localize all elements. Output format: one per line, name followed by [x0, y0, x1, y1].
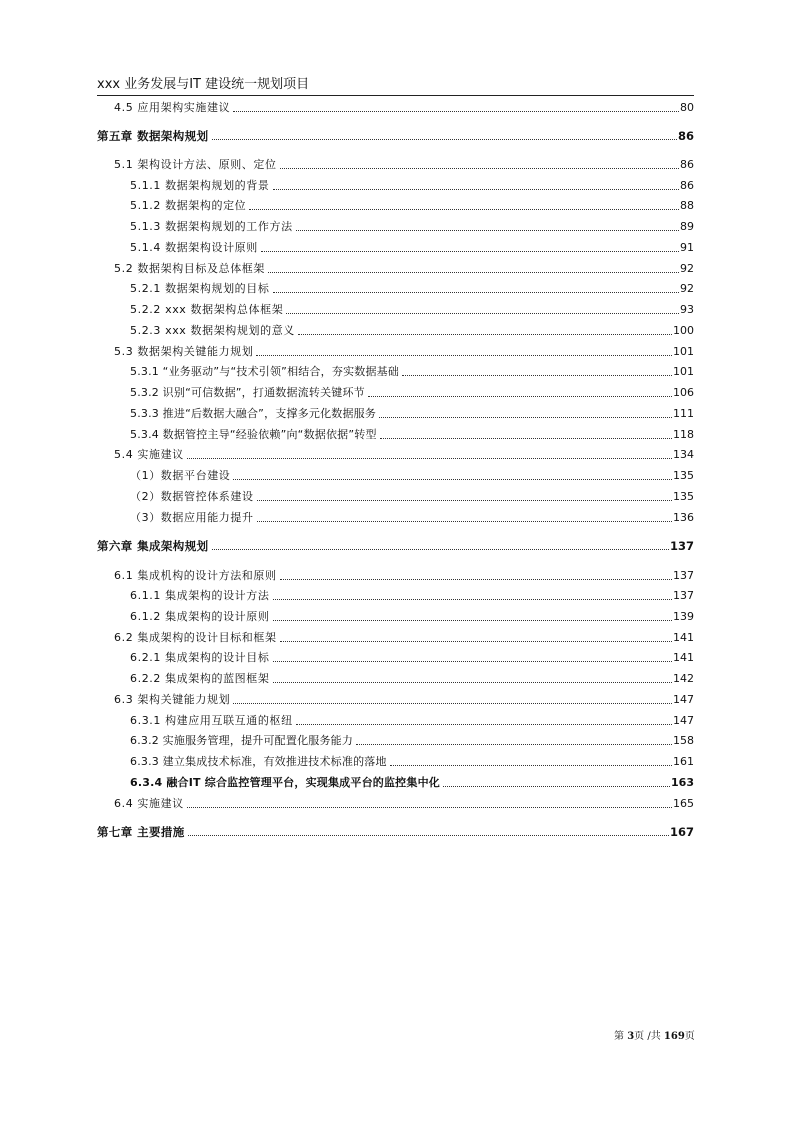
toc-entry-5-3-1[interactable]: 5.3.1 “业务驱动”与“技术引领”相结合，夯实数据基础 101: [130, 365, 694, 378]
toc-entry-5-4[interactable]: 5.4 实施建议 134: [114, 448, 694, 461]
toc-entry-5-1-4[interactable]: 5.1.4 数据架构设计原则 91: [130, 241, 694, 254]
toc-entry-5-1[interactable]: 5.1 架构设计方法、原则、定位 86: [114, 158, 694, 171]
toc-chapter-7[interactable]: 第七章 主要措施 167: [97, 825, 694, 839]
toc-chapter-5[interactable]: 第五章 数据架构规划 86: [97, 129, 694, 143]
footer-total-pages: 169: [663, 1031, 685, 1042]
toc-entry-5-3-3[interactable]: 5.3.3 推进“后数据大融合”，支撑多元化数据服务 111: [130, 407, 694, 420]
toc-entry-5-1-1[interactable]: 5.1.1 数据架构规划的背景 86: [130, 179, 694, 192]
toc-entry-5-4-3[interactable]: （3）数据应用能力提升 136: [130, 511, 694, 524]
toc-entry-5-4-1[interactable]: （1）数据平台建设 135: [130, 469, 694, 482]
footer-suffix: 页: [684, 1031, 695, 1042]
toc-entry-6-3-1[interactable]: 6.3.1 构建应用互联互通的枢纽 147: [130, 714, 694, 727]
toc-entry-6-1-1[interactable]: 6.1.1 集成架构的设计方法 137: [130, 589, 694, 602]
footer-middle: 页 /共: [634, 1031, 661, 1042]
toc-entry-6-3-4[interactable]: 6.3.4 融合IT 综合监控管理平台，实现集成平台的监控集中化 163: [130, 776, 694, 789]
page-header-title: xxx 业务发展与IT 建设统一规划项目: [97, 77, 310, 92]
toc-entry-5-3-2[interactable]: 5.3.2 识别“可信数据”，打通数据流转关键环节 106: [130, 386, 694, 399]
toc-entry-5-4-2[interactable]: （2）数据管控体系建设 135: [130, 490, 694, 503]
toc-entry-4-5[interactable]: 4.5 应用架构实施建议 80: [114, 101, 694, 114]
page-number-footer: [614, 1027, 694, 1042]
toc-entry-6-2-1[interactable]: 6.2.1 集成架构的设计目标 141: [130, 651, 694, 664]
toc-entry-5-3-4[interactable]: 5.3.4 数据管控主导“经验依赖”向“数据依据”转型 118: [130, 428, 694, 441]
toc-entry-6-1[interactable]: 6.1 集成机构的设计方法和原则 137: [114, 569, 694, 582]
toc-entry-6-3-2[interactable]: 6.3.2 实施服务管理，提升可配置化服务能力 158: [130, 734, 694, 747]
toc-entry-5-1-3[interactable]: 5.1.3 数据架构规划的工作方法 89: [130, 220, 694, 233]
footer-prefix: 第: [614, 1031, 624, 1042]
toc-entry-6-3[interactable]: 6.3 架构关键能力规划 147: [114, 693, 694, 706]
toc-entry-6-2[interactable]: 6.2 集成架构的设计目标和框架 141: [114, 631, 694, 644]
toc-entry-6-3-3[interactable]: 6.3.3 建立集成技术标准，有效推进技术标准的落地 161: [130, 755, 694, 768]
toc-entry-5-2-2[interactable]: 5.2.2 xxx 数据架构总体框架 93: [130, 303, 694, 316]
toc-entry-5-3[interactable]: 5.3 数据架构关键能力规划 101: [114, 345, 694, 358]
header-divider: [97, 95, 694, 96]
toc-entry-6-2-2[interactable]: 6.2.2 集成架构的蓝图框架 142: [130, 672, 694, 685]
toc-entry-5-2-3[interactable]: 5.2.3 xxx 数据架构规划的意义 100: [130, 324, 694, 337]
footer-current-page: 3: [627, 1031, 635, 1042]
toc-chapter-6[interactable]: 第六章 集成架构规划 137: [97, 539, 694, 553]
toc-entry-6-4[interactable]: 6.4 实施建议 165: [114, 797, 694, 810]
toc-entry-6-1-2[interactable]: 6.1.2 集成架构的设计原则 139: [130, 610, 694, 623]
toc-entry-5-2-1[interactable]: 5.2.1 数据架构规划的目标 92: [130, 282, 694, 295]
toc-entry-5-1-2[interactable]: 5.1.2 数据架构的定位 88: [130, 199, 694, 212]
toc-entry-5-2[interactable]: 5.2 数据架构目标及总体框架 92: [114, 262, 694, 275]
